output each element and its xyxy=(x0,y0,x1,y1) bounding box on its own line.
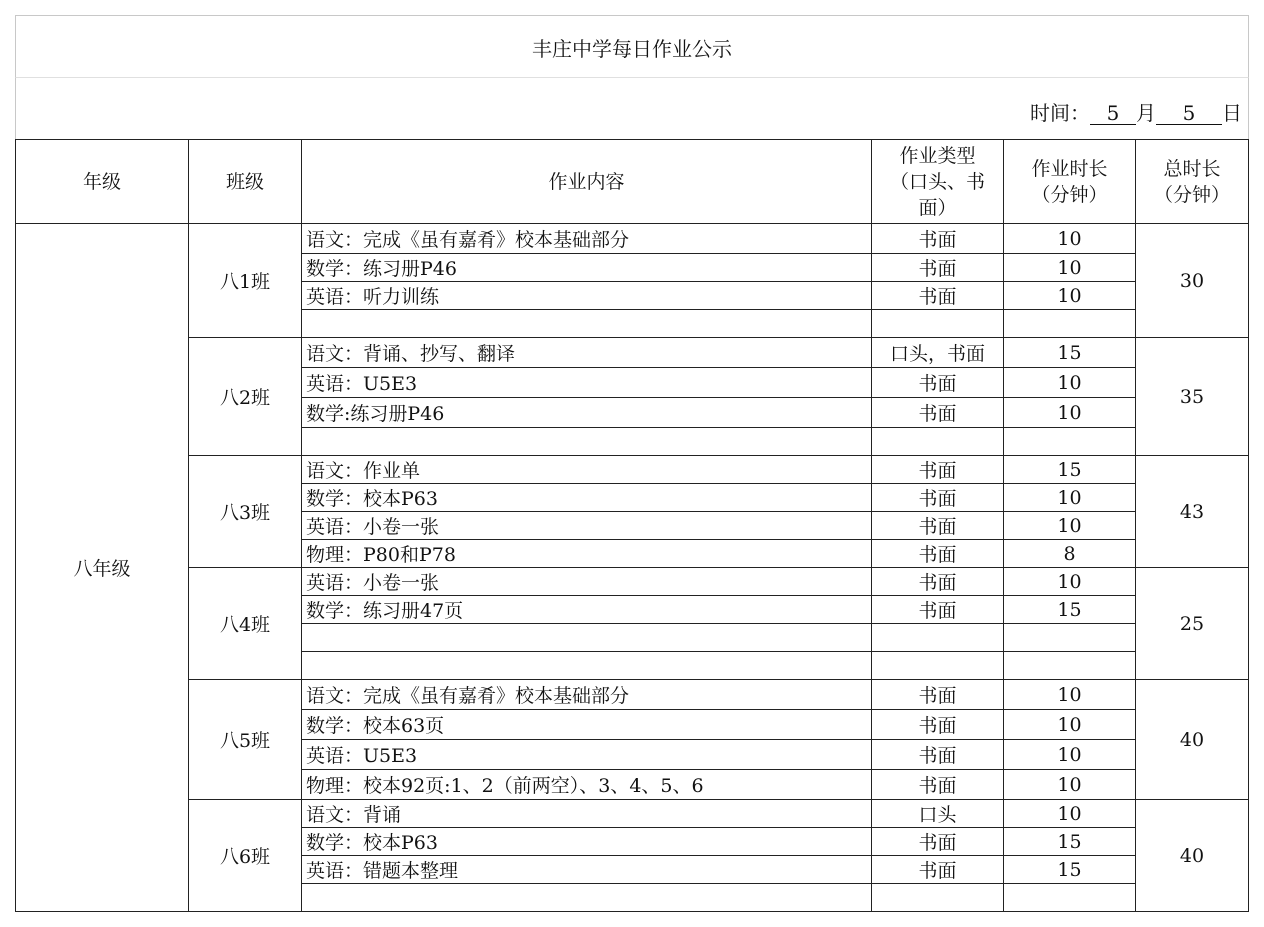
homework-content-cell xyxy=(302,652,872,680)
homework-type-cell: 书面 xyxy=(872,456,1004,484)
header-duration xyxy=(1004,140,1136,224)
homework-duration-cell: 10 xyxy=(1004,484,1136,512)
homework-content-cell: 英语：错题本整理 xyxy=(302,856,872,884)
homework-duration-cell: 15 xyxy=(1004,456,1136,484)
homework-type-cell: 书面 xyxy=(872,398,1004,428)
class-name-cell: 八1班 xyxy=(189,224,302,338)
date-month-unit: 月 xyxy=(1136,101,1156,125)
homework-duration-cell: 15 xyxy=(1004,338,1136,368)
homework-duration-cell: 10 xyxy=(1004,770,1136,800)
header-duration-line2: （分钟） xyxy=(1031,183,1108,206)
table-row xyxy=(16,800,1249,828)
header-row xyxy=(16,140,1249,224)
homework-content-cell xyxy=(302,310,872,338)
homework-content-cell: 语文：背诵 xyxy=(302,800,872,828)
homework-content-cell: 语文：完成《虽有嘉肴》校本基础部分 xyxy=(302,680,872,710)
homework-type-cell xyxy=(872,428,1004,456)
date-field xyxy=(1030,97,1242,126)
homework-content-cell: 语文：作业单 xyxy=(302,456,872,484)
header-total-line1: 总时长 xyxy=(1163,157,1221,180)
class-name-cell: 八6班 xyxy=(189,800,302,912)
total-duration-cell: 40 xyxy=(1136,680,1249,800)
homework-type-cell xyxy=(872,652,1004,680)
header-duration-line1: 作业时长 xyxy=(1031,157,1108,180)
total-duration-cell: 30 xyxy=(1136,224,1249,338)
homework-type-cell: 书面 xyxy=(872,710,1004,740)
homework-type-cell: 书面 xyxy=(872,512,1004,540)
homework-content-cell: 语文：背诵、抄写、翻译 xyxy=(302,338,872,368)
total-duration-cell: 40 xyxy=(1136,800,1249,912)
header-class: 班级 xyxy=(189,140,302,224)
date-day-unit: 日 xyxy=(1222,101,1242,125)
homework-content-cell xyxy=(302,428,872,456)
table-row xyxy=(16,338,1249,368)
homework-duration-cell: 15 xyxy=(1004,596,1136,624)
homework-duration-cell: 10 xyxy=(1004,740,1136,770)
homework-content-cell: 物理：校本92页:1、2（前两空）、3、4、5、6 xyxy=(302,770,872,800)
homework-type-cell: 书面 xyxy=(872,828,1004,856)
header-type xyxy=(872,140,1004,224)
homework-type-cell: 书面 xyxy=(872,484,1004,512)
total-duration-cell: 25 xyxy=(1136,568,1249,680)
homework-content-cell xyxy=(302,624,872,652)
date-label: 时间： xyxy=(1030,101,1090,125)
homework-type-cell xyxy=(872,310,1004,338)
class-name-cell: 八2班 xyxy=(189,338,302,456)
homework-duration-cell: 10 xyxy=(1004,800,1136,828)
header-grade: 年级 xyxy=(16,140,189,224)
header-type-line1: 作业类型 xyxy=(899,144,976,167)
class-name-cell: 八3班 xyxy=(189,456,302,568)
homework-content-cell: 英语：小卷一张 xyxy=(302,568,872,596)
homework-duration-cell xyxy=(1004,884,1136,912)
table-row xyxy=(16,680,1249,710)
class-name-cell: 八4班 xyxy=(189,568,302,680)
homework-duration-cell: 15 xyxy=(1004,856,1136,884)
homework-content-cell: 数学:练习册P46 xyxy=(302,398,872,428)
homework-type-cell xyxy=(872,624,1004,652)
date-row xyxy=(15,77,1249,140)
homework-type-cell: 书面 xyxy=(872,680,1004,710)
homework-content-cell: 英语：小卷一张 xyxy=(302,512,872,540)
date-day: 5 xyxy=(1156,102,1222,125)
table-row xyxy=(16,456,1249,484)
homework-content-cell: 物理：P80和P78 xyxy=(302,540,872,568)
homework-duration-cell: 10 xyxy=(1004,398,1136,428)
homework-type-cell: 书面 xyxy=(872,740,1004,770)
homework-type-cell: 书面 xyxy=(872,368,1004,398)
sheet-title xyxy=(15,15,1249,78)
header-total-line2: （分钟） xyxy=(1153,183,1230,206)
homework-content-cell: 数学：校本P63 xyxy=(302,828,872,856)
homework-duration-cell: 10 xyxy=(1004,568,1136,596)
homework-duration-cell xyxy=(1004,652,1136,680)
homework-content-cell: 数学：练习册P46 xyxy=(302,254,872,282)
total-duration-cell: 43 xyxy=(1136,456,1249,568)
homework-type-cell: 口头，书面 xyxy=(872,338,1004,368)
homework-type-cell xyxy=(872,884,1004,912)
title-text: 丰庄中学每日作业公示 xyxy=(532,36,732,61)
date-month: 5 xyxy=(1090,102,1136,125)
homework-duration-cell xyxy=(1004,310,1136,338)
homework-duration-cell: 10 xyxy=(1004,710,1136,740)
class-name-cell: 八5班 xyxy=(189,680,302,800)
homework-type-cell: 书面 xyxy=(872,224,1004,254)
homework-duration-cell: 10 xyxy=(1004,368,1136,398)
header-type-line2: （口头、书 xyxy=(889,170,985,193)
homework-type-cell: 口头 xyxy=(872,800,1004,828)
table-row xyxy=(16,224,1249,254)
homework-type-cell: 书面 xyxy=(872,770,1004,800)
grade-cell: 八年级 xyxy=(16,224,189,912)
homework-duration-cell: 10 xyxy=(1004,512,1136,540)
header-type-line3: 面） xyxy=(918,196,957,219)
homework-type-cell: 书面 xyxy=(872,596,1004,624)
homework-type-cell: 书面 xyxy=(872,540,1004,568)
homework-table xyxy=(15,139,1249,912)
homework-content-cell: 数学：校本63页 xyxy=(302,710,872,740)
homework-content-cell: 数学：校本P63 xyxy=(302,484,872,512)
total-duration-cell: 35 xyxy=(1136,338,1249,456)
homework-content-cell: 数学：练习册47页 xyxy=(302,596,872,624)
homework-duration-cell: 10 xyxy=(1004,254,1136,282)
homework-content-cell: 英语：听力训练 xyxy=(302,282,872,310)
homework-content-cell: 英语：U5E3 xyxy=(302,368,872,398)
homework-duration-cell: 10 xyxy=(1004,282,1136,310)
homework-type-cell: 书面 xyxy=(872,856,1004,884)
table-row xyxy=(16,568,1249,596)
homework-duration-cell: 10 xyxy=(1004,224,1136,254)
homework-duration-cell: 10 xyxy=(1004,680,1136,710)
homework-duration-cell: 15 xyxy=(1004,828,1136,856)
homework-content-cell: 语文：完成《虽有嘉肴》校本基础部分 xyxy=(302,224,872,254)
homework-type-cell: 书面 xyxy=(872,568,1004,596)
homework-duration-cell xyxy=(1004,624,1136,652)
table-body xyxy=(16,224,1249,912)
header-total xyxy=(1136,140,1249,224)
homework-duration-cell xyxy=(1004,428,1136,456)
header-content: 作业内容 xyxy=(302,140,872,224)
homework-content-cell xyxy=(302,884,872,912)
homework-type-cell: 书面 xyxy=(872,282,1004,310)
homework-duration-cell: 8 xyxy=(1004,540,1136,568)
homework-type-cell: 书面 xyxy=(872,254,1004,282)
homework-content-cell: 英语：U5E3 xyxy=(302,740,872,770)
